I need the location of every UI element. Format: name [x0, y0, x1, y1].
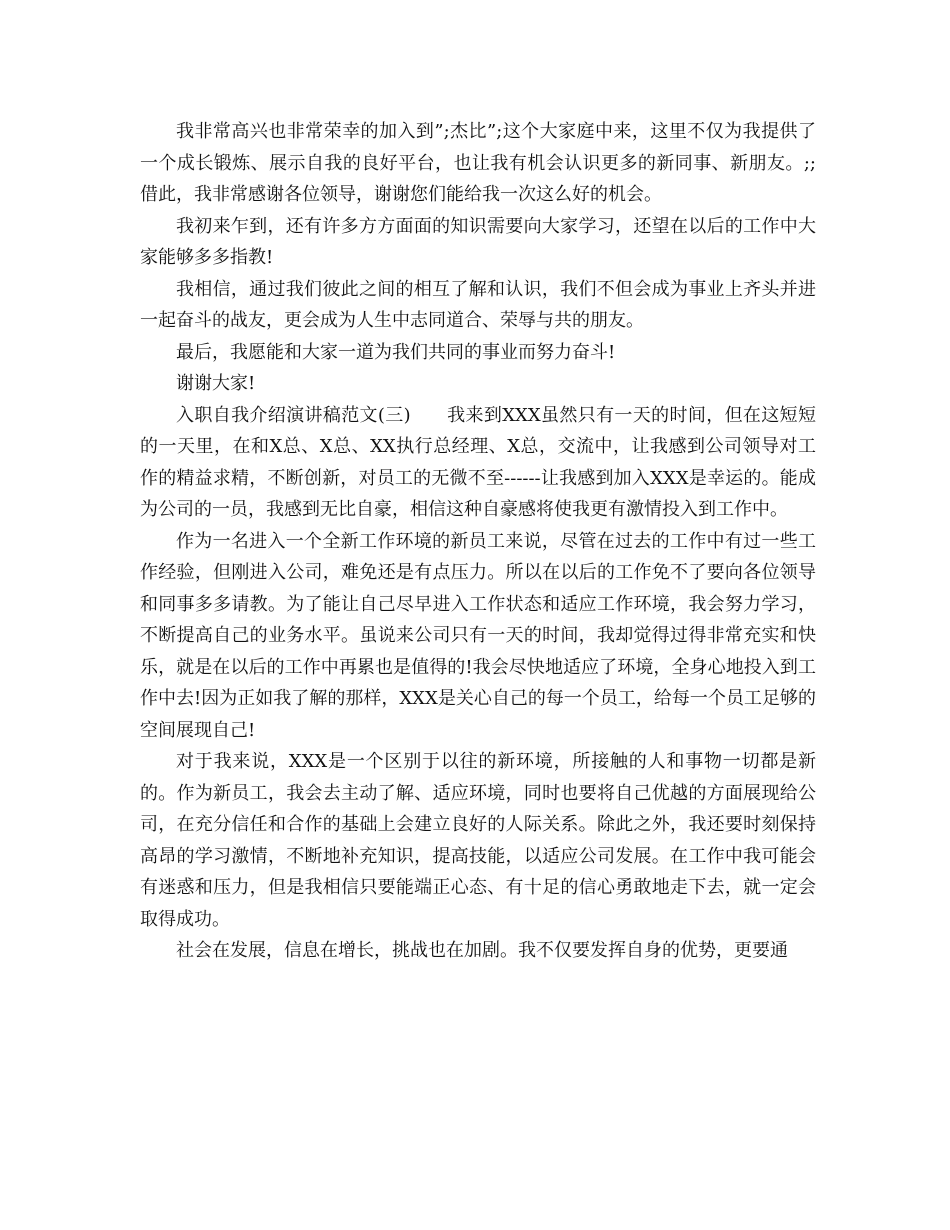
- paragraph-intro: 我非常高兴也非常荣幸的加入到”;杰比”;这个大家庭中来，这里不仅为我提供了一个成长锻炼、展示自我的良好平台，也让我有机会认识更多的新同事、新朋友。;;借此，我非常感谢各位领导，谢谢您们能给我一次这么好的机会。: [140, 121, 816, 205]
- paragraph-new-employee: 作为一名进入一个全新工作环境的新员工来说，尽管在过去的工作中有过一些工作经验，但刚进入公司，难免还是有点压力。所以在以后的工作免不了要向各位领导和同事多多请教。为了能让自己尽早进入工作状态和适应工作环境，我会努力学习，不断提高自己的业务水平。虽说来公司只有一天的时间，我却觉得过得非常充实和快乐，就是在以后的工作中再累也是值得的!我会尽快地适应了环境，全身心地投入到工作中去!因为正如我了解的那样，XXX是关心自己的每一个员工，给每一个员工足够的空间展现自己!: [140, 530, 816, 741]
- paragraph-belief: 我相信，通过我们彼此之间的相互了解和认识，我们不但会成为事业上齐头并进一起奋斗的战友，更会成为人生中志同道合、荣辱与共的朋友。: [140, 278, 816, 331]
- paragraph-new-environment: 对于我来说，XXX是一个区别于以往的新环境，所接触的人和事物一切都是新的。作为新员工，我会去主动了解、适应环境，同时也要将自己优越的方面展现给公司，在充分信任和合作的基础上会建立良好的人际关系。除此之外，我还要时刻保持高昂的学习激情，不断地补充知识，提高技能，以适应公司发展。在工作中我可能会有迷惑和压力，但是我相信只要能端正心态、有十足的信心勇敢地走下去，就一定会取得成功。: [140, 751, 816, 930]
- paragraph-sample-three: 入职自我介绍演讲稿范文(三) 我来到XXX虽然只有一天的时间，但在这短短的一天里，在和X总、X总、XX执行总经理、X总，交流中，让我感到公司领导对工作的精益求精，不断创新，对员工的无微不至------让我感到加入XXX是幸运的。能成为公司的一员，我感到无比自豪，相信这种自豪感将使我更有激情投入到工作中。: [140, 404, 816, 520]
- document-body: [140, 116, 816, 967]
- paragraph-closing: 最后，我愿能和大家一道为我们共同的事业而努力奋斗!: [176, 341, 616, 363]
- paragraph-thanks: 谢谢大家!: [176, 373, 256, 394]
- paragraph-learning: 我初来乍到，还有许多方方面面的知识需要向大家学习，还望在以后的工作中大家能够多多指教!: [140, 215, 816, 268]
- paragraph-society: 社会在发展，信息在增长，挑战也在加剧。我不仅要发挥自身的优势，更要通: [176, 940, 788, 961]
